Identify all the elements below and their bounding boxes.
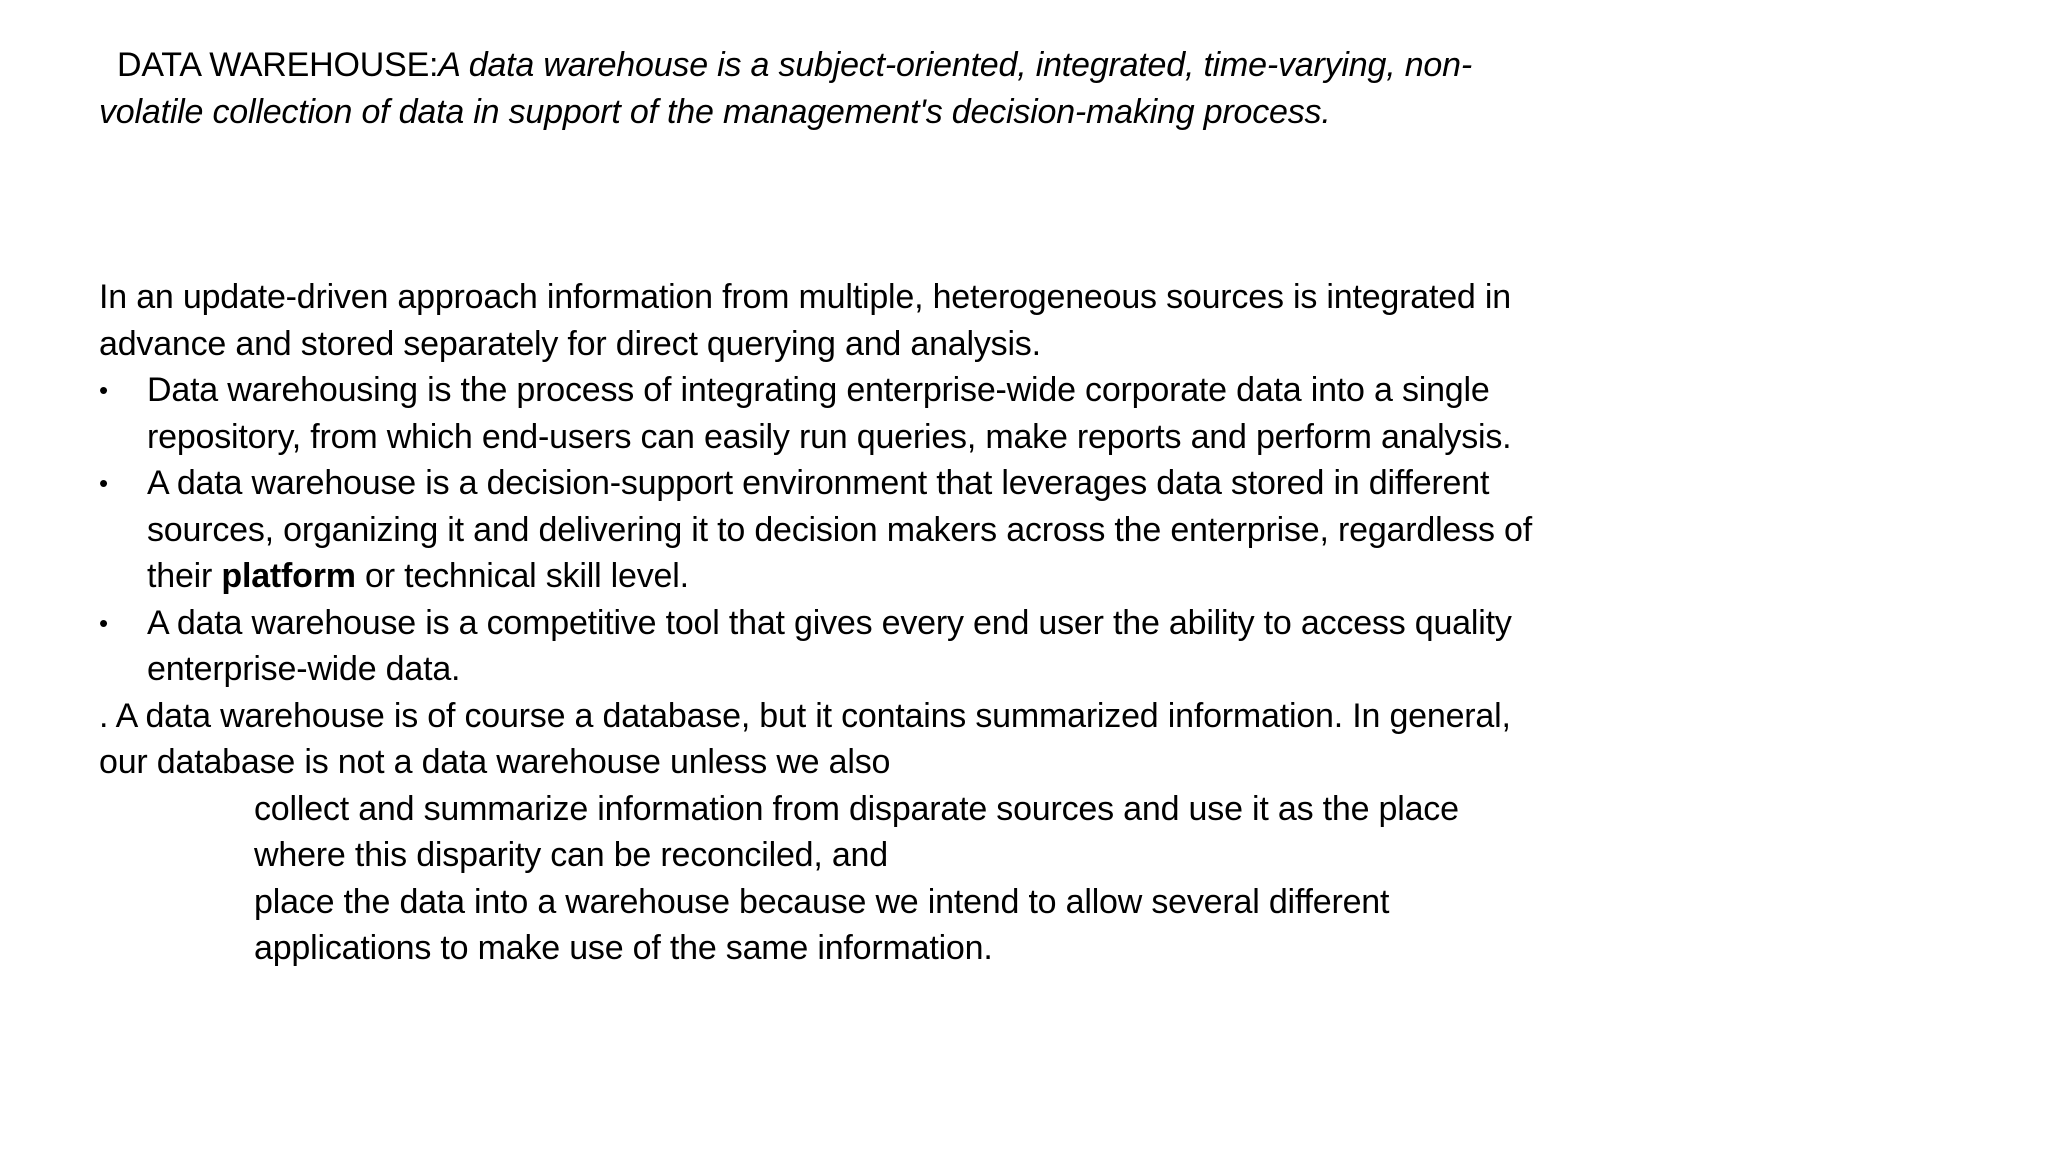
definition-text: A data warehouse is a subject-oriented, integrated, time-varying, non-volatile collection of data in support of the management's decision-making process. bbox=[99, 46, 1472, 131]
bullet-dot-icon: • bbox=[99, 607, 108, 638]
bullet-item bbox=[99, 460, 1559, 600]
condition-item: place the data into a warehouse because we intend to allow several different applications to make use of the same information. bbox=[254, 882, 1390, 967]
intro-paragraph: In an update-driven approach information from multiple, heterogeneous sources is integrated in advance and stored separately for direct querying and analysis. bbox=[99, 278, 1511, 363]
bullet-text: A data warehouse is a decision-support environment that leverages data stored in different sources, organizing it and delivering it to decision makers across the enterprise, regardless of their bbox=[147, 464, 1532, 595]
bullet-item bbox=[99, 367, 1559, 460]
bullet-text: Data warehousing is the process of integrating enterprise-wide corporate data into a single repository, from which end-users can easily run queries, make reports and perform analysis. bbox=[147, 371, 1512, 456]
definition-label: DATA WAREHOUSE: bbox=[117, 46, 439, 84]
definition-paragraph bbox=[99, 42, 1559, 135]
bullet-list bbox=[99, 367, 1559, 693]
bullet-bold-term: platform bbox=[221, 557, 356, 595]
condition-item: collect and summarize information from disparate sources and use it as the place where this disparity can be reconciled, and bbox=[254, 789, 1459, 874]
bullet-dot-icon: • bbox=[99, 468, 108, 498]
bullet-dot-icon: • bbox=[99, 375, 108, 405]
bullet-text-tail: or technical skill level. bbox=[355, 557, 689, 595]
body-text bbox=[99, 274, 1559, 972]
bullet-text: A data warehouse is a competitive tool that gives every end user the ability to access quality enterprise-wide data. bbox=[147, 603, 1512, 688]
summary-paragraph: . A data warehouse is of course a database, but it contains summarized information. In general, our database is not a data warehouse unless we also bbox=[99, 696, 1511, 781]
bullet-item bbox=[99, 600, 1559, 693]
